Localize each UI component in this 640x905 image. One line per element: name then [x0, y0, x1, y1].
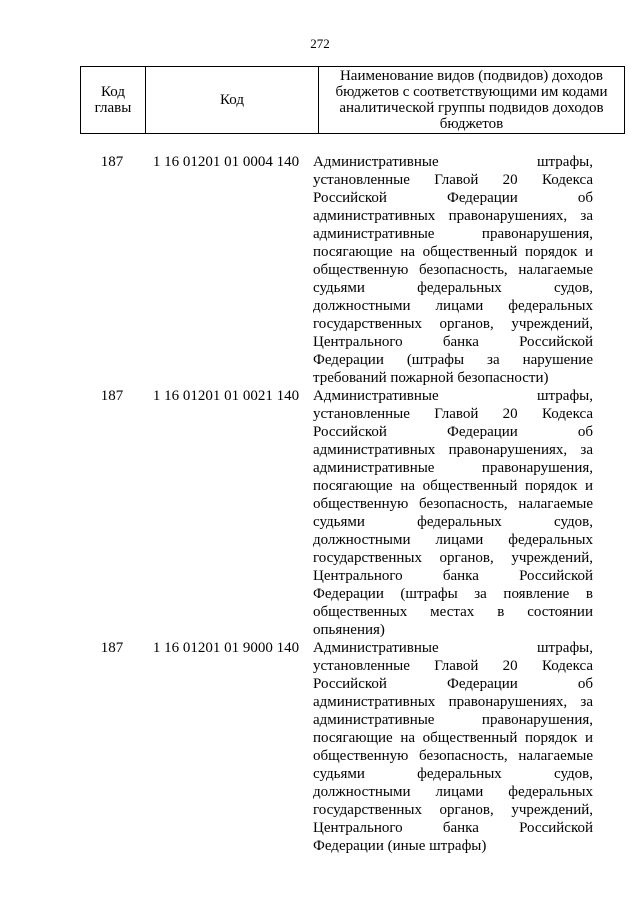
row-code: 1 16 01201 01 9000 140: [152, 640, 300, 656]
table-body: [80, 153, 597, 855]
row-income-name: Административные штрафы, установленные Главой 20 Кодекса Российской Федерации об административных правонарушениях, за административные правонарушения, посягающие на общественный порядок и общественную безопасность, налагаемые судьями федеральных судов, должностными лицами федеральных государственных органов, учреждений, Центрального банка Российской Федерации (иные штрафы): [313, 640, 593, 854]
table-row: [80, 387, 597, 639]
row-code: 1 16 01201 01 0021 140: [152, 388, 300, 404]
header-chapter-code: Код главы: [81, 67, 146, 134]
header-row: [81, 67, 625, 134]
row-chapter-code: 187: [100, 640, 124, 656]
page-number: 272: [310, 36, 330, 51]
row-code: 1 16 01201 01 0004 140: [152, 154, 300, 170]
row-income-name: Административные штрафы, установленные Главой 20 Кодекса Российской Федерации об административных правонарушениях, за административные правонарушения, посягающие на общественный порядок и общественную безопасность, налагаемые судьями федеральных судов, должностными лицами федеральных государственных органов, учреждений, Центрального банка Российской Федерации (штрафы за появление в общественных местах в состоянии опьянения): [313, 388, 593, 638]
row-chapter-code: 187: [100, 154, 124, 170]
table-row: [80, 153, 597, 387]
header-code: Код: [146, 67, 319, 134]
row-income-name: Административные штрафы, установленные Главой 20 Кодекса Российской Федерации об административных правонарушениях, за административные правонарушения, посягающие на общественный порядок и общественную безопасность, налагаемые судьями федеральных судов, должностными лицами федеральных государственных органов, учреждений, Центрального банка Российской Федерации (штрафы за нарушение требований пожарной безопасности): [313, 154, 593, 386]
header-income-name: Наименование видов (подвидов) доходов бюджетов с соответствующими им кодами аналитической группы подвидов доходов бюджетов: [319, 67, 625, 134]
table-row: [80, 639, 597, 855]
table-header: [80, 66, 625, 134]
row-chapter-code: 187: [100, 388, 124, 404]
